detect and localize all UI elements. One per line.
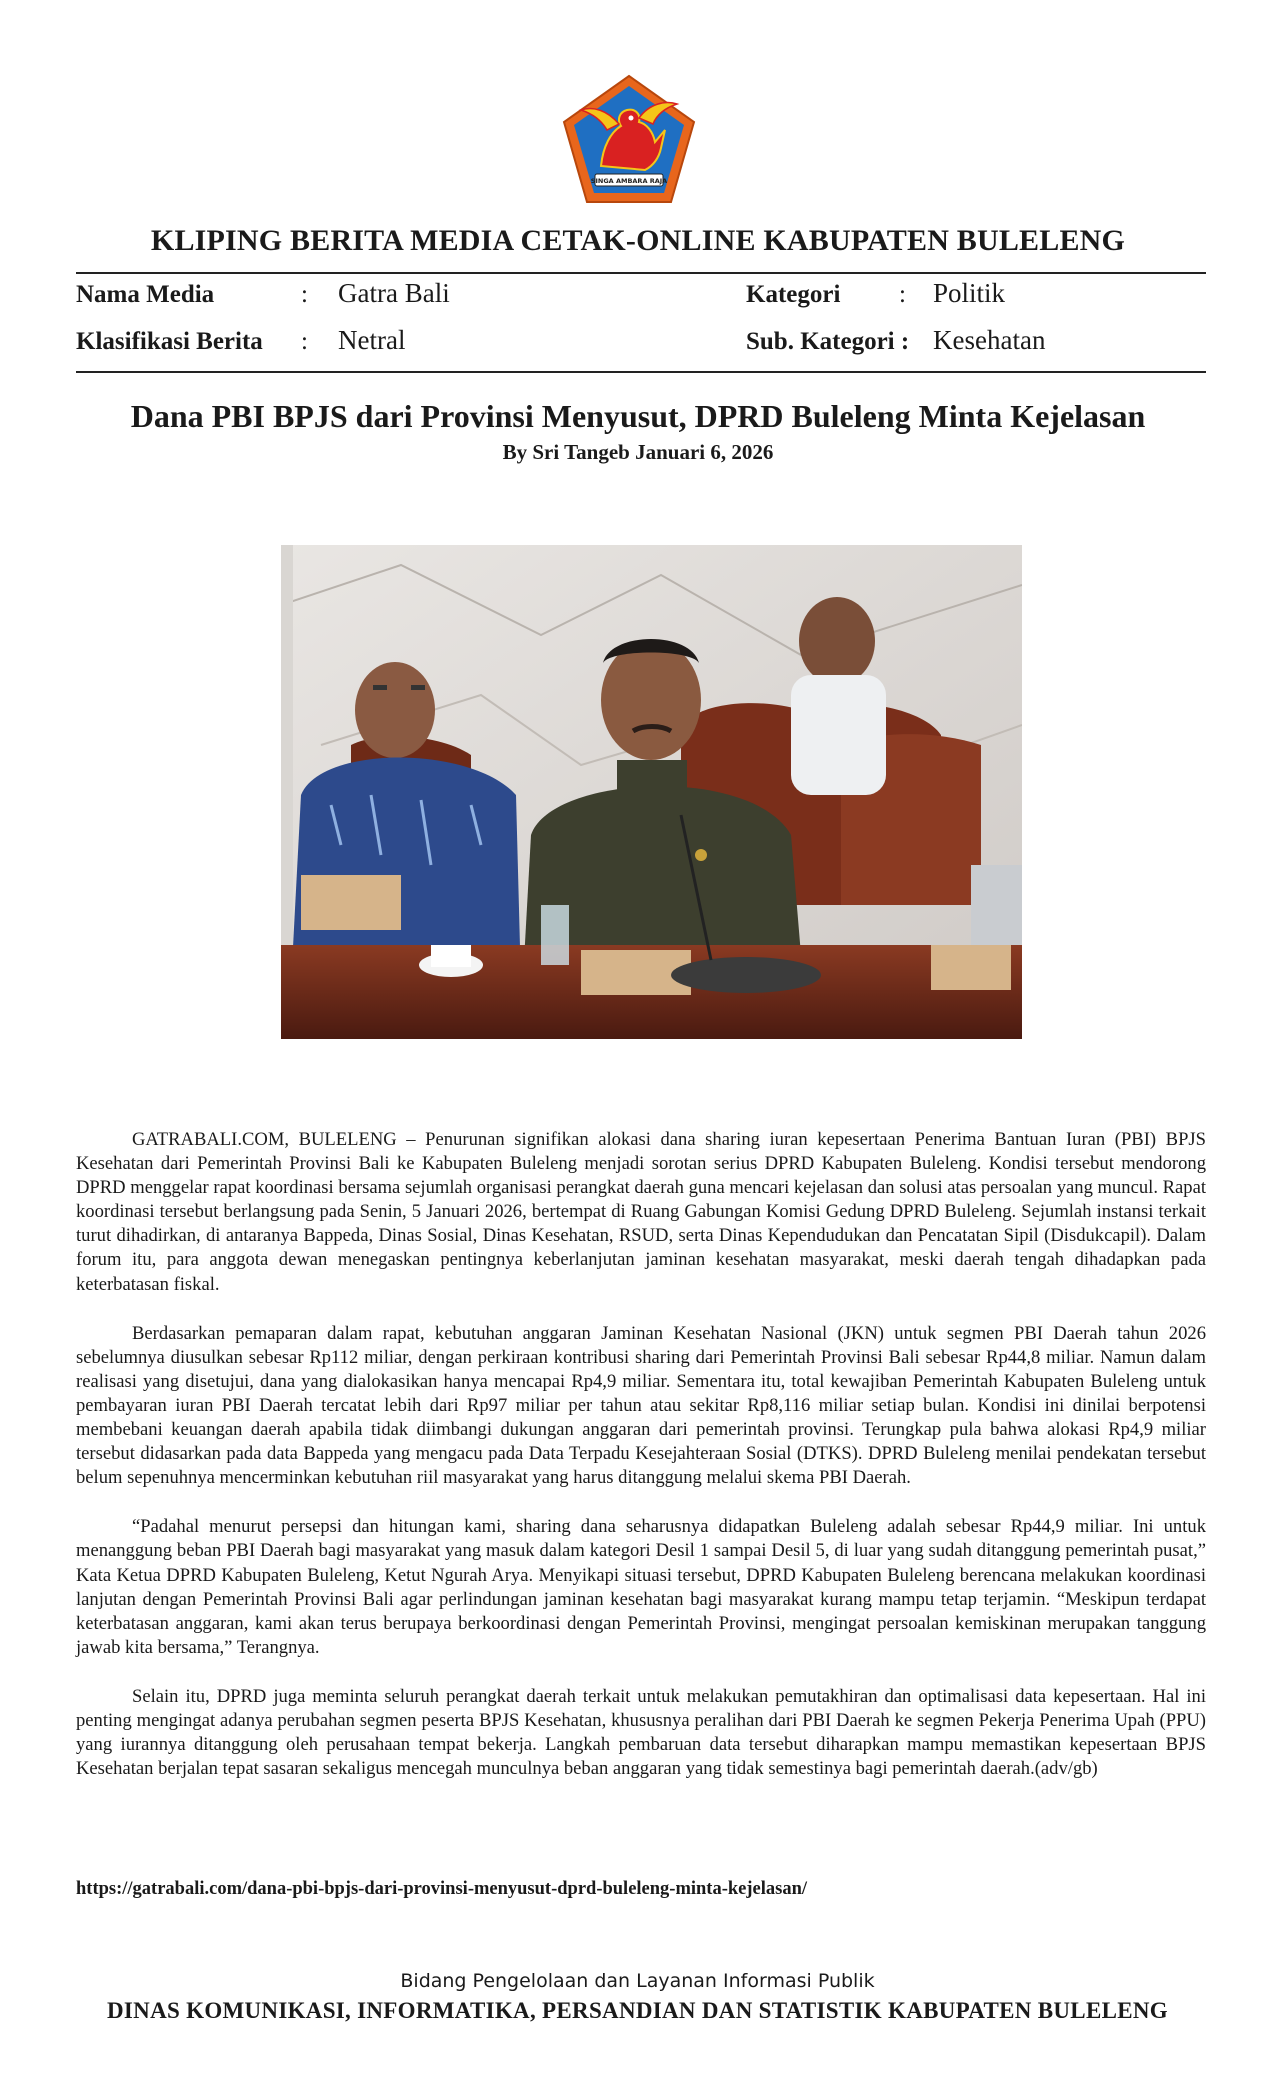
sub-kategori-label: Sub. Kategori :	[746, 328, 910, 355]
source-link[interactable]: https://gatrabali.com/dana-pbi-bpjs-dari-provinsi-menyusut-dprd-buleleng-minta-kejelasan/	[76, 1879, 808, 1899]
nama-media-label: Nama Media	[76, 281, 215, 308]
article-paragraph-2: Berdasarkan pemaparan dalam rapat, kebutuhan anggaran Jaminan Kesehatan Nasional (JKN) untuk segmen PBI Daerah tahun 2026 sebelumnya diusulkan sebesar Rp112 miliar, dengan perkiraan kontribusi sharing dari Pemerintah Provinsi Bali sebesar Rp44,8 miliar. Namun dalam realisasi yang disetujui, dana yang dialokasikan hanya mencapai Rp4,9 miliar. Sementara itu, total kewajiban Pemerintah Kabupaten Buleleng untuk pembayaran iuran PBI Daerah tercatat lebih dari Rp97 miliar per tahun atau sekitar Rp8,116 miliar setiap bulan. Kondisi ini dinilai berpotensi membebani keuangan daerah apabila tidak diimbangi dukungan anggaran dari pemerintah provinsi. Terungkap pula bahwa alokasi Rp4,9 miliar tersebut didasarkan pada data Bappeda yang mengacu pada Data Terpadu Kesejahteraan Sosial (DTKS). DPRD Buleleng menilai pendekatan tersebut belum sepenuhnya mencerminkan kebutuhan riil masyarakat yang harus ditanggung melalui skema PBI Daerah.	[76, 1322, 1206, 1489]
klasifikasi-label: Klasifikasi Berita	[76, 328, 263, 355]
singa-ambara-raja-logo	[561, 74, 697, 204]
kategori-label: Kategori	[746, 281, 841, 308]
klasifikasi-colon: :	[301, 328, 308, 355]
kategori-colon: :	[899, 281, 906, 308]
meta-row-media	[76, 278, 1206, 318]
footer-dinas: DINAS KOMUNIKASI, INFORMATIKA, PERSANDIAN DAN STATISTIK KABUPATEN BULELENG	[107, 1998, 1168, 2023]
sub-kategori-value: Kesehatan	[933, 325, 1046, 355]
kategori-value: Politik	[933, 278, 1006, 308]
footer-bidang: Bidang Pengelolaan dan Layanan Informasi Publik	[400, 1970, 875, 1992]
article-paragraph-4: Selain itu, DPRD juga meminta seluruh perangkat daerah terkait untuk melakukan pemutakhiran dan optimalisasi data kepesertaan. Hal ini penting mengingat adanya perubahan segmen peserta BPJS Kesehatan, khususnya peralihan dari PBI Daerah ke segmen Pekerja Penerima Upah (PPU) yang iurannya ditanggung oleh perusahaan tempat bekerja. Langkah pembaruan data tersebut diharapkan mampu memastikan kepesertaan BPJS Kesehatan berjalan tepat sasaran sekaligus mencegah munculnya beban anggaran yang tidak semestinya bagi pemerintah daerah.(adv/gb)	[76, 1685, 1206, 1780]
meeting-photo	[281, 545, 1022, 1039]
article-paragraph-3: “Padahal menurut persepsi dan hitungan kami, sharing dana seharusnya didapatkan Buleleng adalah sebesar Rp44,9 miliar. Ini untuk menanggung beban PBI Daerah bagi masyarakat yang masuk dalam kategori Desil 1 sampai Desil 5, di luar yang sudah ditanggung pemerintah pusat,” Kata Ketua DPRD Kabupaten Buleleng, Ketut Ngurah Arya. Menyikapi situasi tersebut, DPRD Kabupaten Buleleng berencana melakukan koordinasi lanjutan dengan Pemerintah Provinsi Bali agar perlindungan jaminan kesehatan bagi masyarakat kurang mampu tetap terjamin. “Meskipun terdapat keterbatasan anggaran, kami akan terus berupaya berkoordinasi dengan Pemerintah Provinsi, mengingat persoalan kemiskinan merupakan tanggung jawab kita bersama,” Terangnya.	[76, 1516, 1206, 1658]
meeting-photo-icon	[281, 545, 1022, 1039]
header-rule-top	[76, 272, 1206, 274]
nama-media-value: Gatra Bali	[338, 278, 450, 308]
article-paragraph-1: GATRABALI.COM, BULELENG – Penurunan signifikan alokasi dana sharing iuran kepesertaan Penerima Bantuan Iuran (PBI) BPJS Kesehatan dari Pemerintah Provinsi Bali ke Kabupaten Buleleng menjadi sorotan serius DPRD Kabupaten Buleleng. Kondisi tersebut mendorong DPRD menggelar rapat koordinasi bersama sejumlah organisasi perangkat daerah guna mencari kejelasan dan solusi atas persoalan yang muncul. Rapat koordinasi tersebut berlangsung pada Senin, 5 Januari 2026, bertempat di Ruang Gabungan Komisi Gedung DPRD Buleleng. Sejumlah instansi terkait turut dihadirkan, di antaranya Bappeda, Dinas Sosial, Dinas Kesehatan, RSUD, serta Dinas Kependudukan dan Pencatatan Sipil (Disdukcapil). Dalam forum itu, para anggota dewan menegaskan pentingnya keberlanjutan jaminan kesehatan masyarakat, meski daerah tengah dihadapkan pada keterbatasan fiskal.	[76, 1129, 1206, 1295]
logo-motto: SINGA AMBARA RAJA	[590, 177, 668, 185]
emblem-icon	[561, 74, 697, 204]
header-rule-bottom	[76, 371, 1206, 373]
kliping-title: KLIPING BERITA MEDIA CETAK-ONLINE KABUPATEN BULELENG	[150, 224, 1126, 257]
article-byline: By Sri Tangeb Januari 6, 2026	[502, 440, 774, 464]
article-body	[76, 1128, 1206, 1806]
meta-row-klasifikasi	[76, 325, 1206, 365]
nama-media-colon: :	[301, 281, 308, 308]
article-headline: Dana PBI BPJS dari Provinsi Menyusut, DPRD Buleleng Minta Kejelasan	[130, 398, 1146, 434]
klasifikasi-value: Netral	[338, 325, 406, 355]
